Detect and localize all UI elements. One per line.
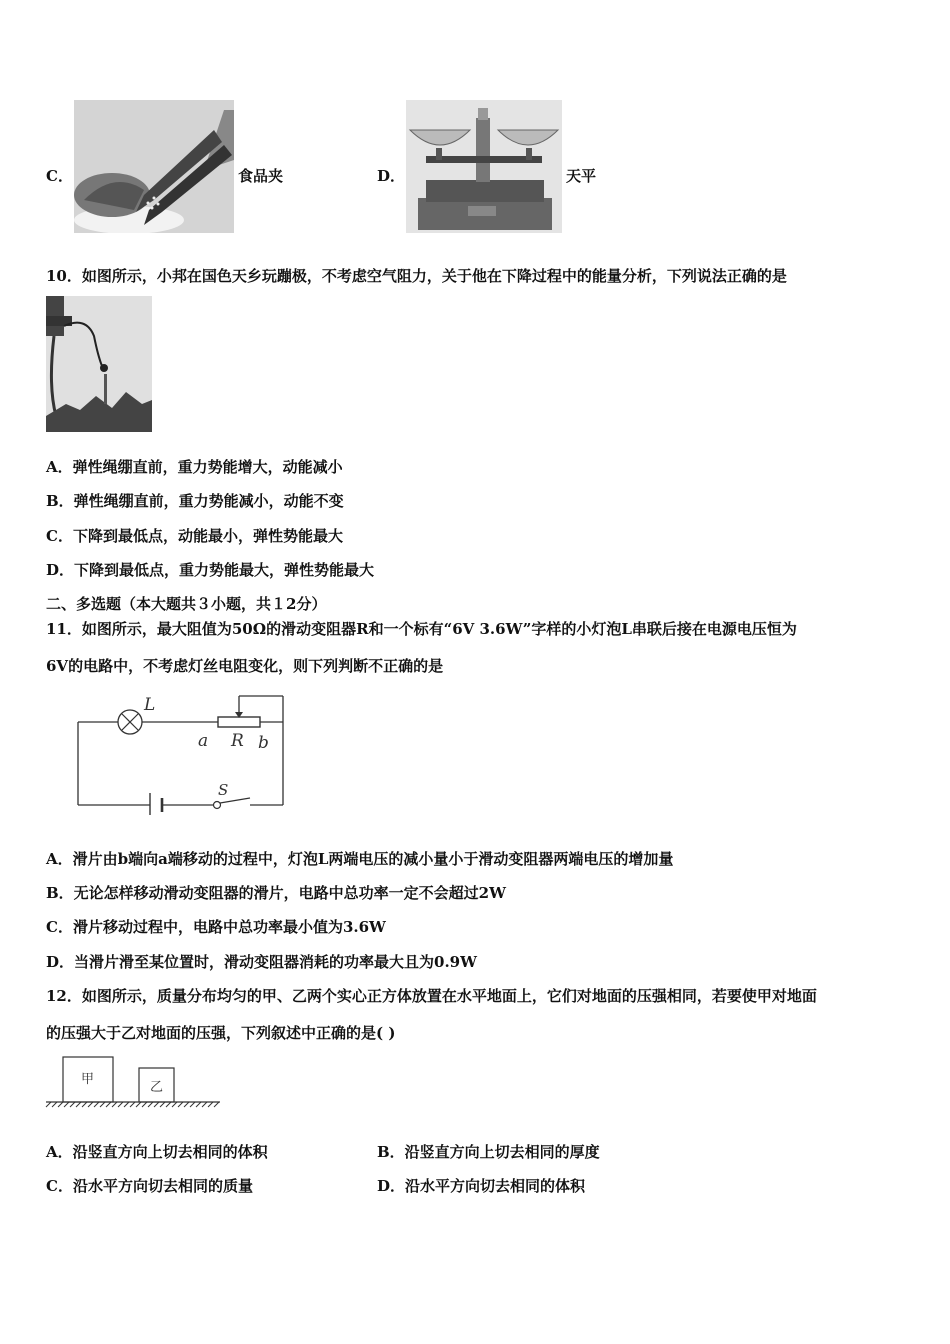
food-tongs-image [74,100,234,233]
lamp-symbol [118,710,142,734]
q11-stem-line-2: 6V的电路中，不考虑灯丝电阻变化，则下列判断不正确的是 [46,657,444,675]
balance-scale-image [406,100,562,233]
q11-option-c: C．滑片移动过程中，电路中总功率最小值为3.6W [46,918,386,936]
section-2-heading: 二、多选题（本大题共３小题，共１2分） [46,595,327,613]
q12-stem-line-1: 12．如图所示，质量分布均匀的甲、乙两个实心正方体放置在水平地面上，它们对地面的压强相同，若要使甲对地面 [46,987,817,1005]
lamp-label: L [144,695,156,715]
q12-option-b: B．沿竖直方向上切去相同的厚度 [377,1143,600,1161]
circuit-diagram [70,690,300,815]
q10-option-c: C．下降到最低点，动能最小，弹性势能最大 [46,527,343,545]
q10-stem: 10．如图所示，小邦在国色天乡玩蹦极，不考虑空气阻力，关于他在下降过程中的能量分析，下列说法正确的是 [46,267,787,285]
terminal-a-label: a [198,731,209,751]
block-yi-label: 乙 [150,1080,164,1095]
q11-option-b: B．无论怎样移动滑动变阻器的滑片，电路中总功率一定不会超过2W [46,884,506,902]
battery-symbol [150,793,162,815]
q12-option-d: D．沿水平方向切去相同的体积 [377,1177,586,1195]
block-jia-label: 甲 [81,1072,95,1087]
q12-option-c: C．沿水平方向切去相同的质量 [46,1177,253,1195]
q11-option-d: D．当滑片滑至某位置时，滑动变阻器消耗的功率最大且为0.9W [46,953,477,971]
blocks-diagram [44,1054,224,1112]
terminal-b-label: b [258,733,269,753]
q11-option-a: A．滑片由b端向a端移动的过程中，灯泡L两端电压的减小量小于滑动变阻器两端电压的增加量 [46,850,674,868]
option-d-caption: 天平 [566,167,597,185]
q10-option-b: B．弹性绳绷直前，重力势能减小，动能不变 [46,492,344,510]
rheostat-symbol [218,712,260,727]
q12-option-a: A．沿竖直方向上切去相同的体积 [46,1143,268,1161]
q11-stem-line-1: 11．如图所示，最大阻值为50Ω的滑动变阻器R和一个标有“6V 3.6W”字样的小灯泡L串联后接在电源电压恒为 [46,620,797,638]
q10-option-a: A．弹性绳绷直前，重力势能增大，动能减小 [46,458,343,476]
switch-label: S [218,781,229,799]
option-c-caption: 食品夹 [238,167,284,185]
q12-stem-line-2: 的压强大于乙对地面的压强，下列叙述中正确的是( ) [46,1024,396,1042]
switch-symbol [214,798,251,809]
option-d-letter: D． [377,167,406,185]
option-c-letter: C． [46,167,73,185]
bungee-jump-image [46,296,152,432]
rheostat-label: R [231,731,244,751]
ground-hatching [46,1102,219,1107]
q10-option-d: D．下降到最低点，重力势能最大，弹性势能最大 [46,561,375,579]
